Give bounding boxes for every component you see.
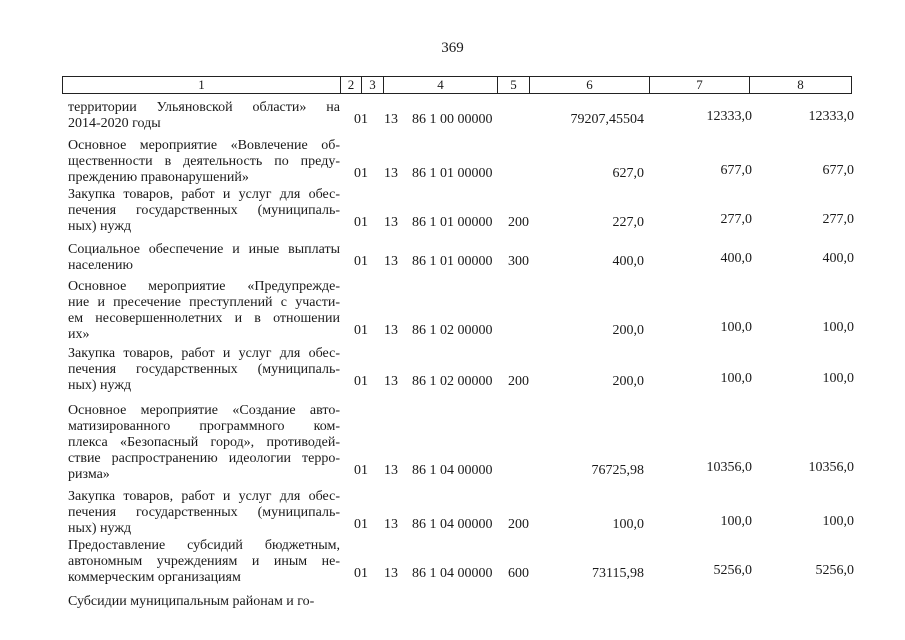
description-line: ных) нужд	[68, 378, 132, 393]
cell-col-7: 100,0	[720, 514, 752, 529]
cell-col-8: 277,0	[822, 212, 854, 227]
description-line: ствие распространению идеологии терро-	[68, 451, 340, 466]
cell-col-5: 300	[508, 254, 529, 269]
description-line: Социальное обеспечение и иные выплаты	[68, 242, 340, 257]
row-description	[68, 538, 340, 586]
cell-col-2: 01	[354, 374, 368, 389]
cell-col-3: 13	[384, 166, 398, 181]
cell-col-5: 200	[508, 374, 529, 389]
description-line: Предоставление субсидий бюджетным,	[68, 538, 340, 553]
cell-col-6: 400,0	[612, 254, 644, 269]
cell-col-7: 5256,0	[713, 563, 752, 578]
cell-col-4: 86 1 02 00000	[412, 323, 493, 338]
description-line: печения государственных (муниципаль-	[68, 505, 340, 520]
cell-col-6: 227,0	[612, 215, 644, 230]
description-line: печения государственных (муниципаль-	[68, 362, 340, 377]
cell-col-2: 01	[354, 112, 368, 127]
cell-col-3: 13	[384, 215, 398, 230]
description-line: Закупка товаров, работ и услуг для обес-	[68, 489, 340, 504]
cell-col-8: 100,0	[822, 320, 854, 335]
header-col-1: 1	[63, 77, 341, 93]
cell-col-6: 627,0	[612, 166, 644, 181]
cell-col-2: 01	[354, 463, 368, 478]
description-line: Субсидии муниципальным районам и го-	[68, 594, 315, 609]
row-description	[68, 187, 340, 235]
cell-col-4: 86 1 00 00000	[412, 112, 493, 127]
cell-col-5: 200	[508, 517, 529, 532]
description-line: Закупка товаров, работ и услуг для обес-	[68, 346, 340, 361]
description-line: Закупка товаров, работ и услуг для обес-	[68, 187, 340, 202]
description-line: автономным учреждениям и иным не-	[68, 554, 340, 569]
cell-col-6: 73115,98	[592, 566, 644, 581]
cell-col-8: 10356,0	[808, 460, 854, 475]
cell-col-3: 13	[384, 463, 398, 478]
description-line: населению	[68, 258, 133, 273]
cell-col-2: 01	[354, 517, 368, 532]
header-col-2: 2	[341, 77, 362, 93]
row-description	[68, 242, 340, 274]
cell-col-8: 100,0	[822, 514, 854, 529]
description-line: ем несовершеннолетних и в отношении	[68, 311, 340, 326]
description-line: Основное мероприятие «Вовлечение об-	[68, 138, 340, 153]
cell-col-6: 79207,45504	[570, 112, 644, 127]
description-line: 2014-2020 годы	[68, 116, 161, 131]
cell-col-7: 277,0	[720, 212, 752, 227]
row-description	[68, 279, 340, 343]
cell-col-2: 01	[354, 566, 368, 581]
row-description	[68, 403, 340, 483]
description-line: плекса «Безопасный город», противодей-	[68, 435, 340, 450]
description-line: щественности в деятельность по преду-	[68, 154, 340, 169]
cell-col-6: 200,0	[612, 323, 644, 338]
description-line: печения государственных (муниципаль-	[68, 203, 340, 218]
cell-col-7: 400,0	[720, 251, 752, 266]
cell-col-7: 12333,0	[706, 109, 752, 124]
header-col-4: 4	[384, 77, 498, 93]
row-description	[68, 138, 340, 186]
cell-col-8: 677,0	[822, 163, 854, 178]
description-line: ние и пресечение преступлений с участи-	[68, 295, 340, 310]
cell-col-8: 400,0	[822, 251, 854, 266]
description-line: ных) нужд	[68, 521, 132, 536]
page-number: 369	[441, 40, 464, 56]
header-col-3: 3	[362, 77, 384, 93]
description-line: ризма»	[68, 467, 110, 482]
cell-col-6: 76725,98	[591, 463, 644, 478]
cell-col-3: 13	[384, 323, 398, 338]
cell-col-2: 01	[354, 166, 368, 181]
header-col-5: 5	[498, 77, 530, 93]
cell-col-8: 5256,0	[815, 563, 854, 578]
header-col-6: 6	[530, 77, 650, 93]
cell-col-4: 86 1 04 00000	[412, 566, 493, 581]
cell-col-7: 100,0	[720, 320, 752, 335]
cell-col-4: 86 1 01 00000	[412, 215, 493, 230]
description-line: Основное мероприятие «Создание авто-	[68, 403, 340, 418]
cell-col-6: 100,0	[612, 517, 644, 532]
header-col-7: 7	[650, 77, 750, 93]
cell-col-4: 86 1 01 00000	[412, 254, 493, 269]
cell-col-4: 86 1 02 00000	[412, 374, 493, 389]
cell-col-2: 01	[354, 254, 368, 269]
description-line: коммерческим организациям	[68, 570, 241, 585]
cell-col-2: 01	[354, 323, 368, 338]
cell-col-4: 86 1 04 00000	[412, 517, 493, 532]
cell-col-3: 13	[384, 112, 398, 127]
header-col-8: 8	[797, 77, 804, 92]
row-description	[68, 100, 340, 132]
cell-col-2: 01	[354, 215, 368, 230]
description-line: ных) нужд	[68, 219, 132, 234]
cell-col-7: 100,0	[720, 371, 752, 386]
cell-col-3: 13	[384, 566, 398, 581]
description-line: Основное мероприятие «Предупрежде-	[68, 279, 340, 294]
description-line: территории Ульяновской области» на	[68, 100, 340, 115]
description-line: матизированного программного ком-	[68, 419, 340, 434]
table-header-row	[62, 76, 852, 94]
cell-col-7: 677,0	[720, 163, 752, 178]
cell-col-6: 200,0	[612, 374, 644, 389]
cell-col-3: 13	[384, 374, 398, 389]
cell-col-8: 12333,0	[808, 109, 854, 124]
cell-col-4: 86 1 01 00000	[412, 166, 493, 181]
cell-col-4: 86 1 04 00000	[412, 463, 493, 478]
description-line: их»	[68, 327, 90, 342]
cell-col-3: 13	[384, 517, 398, 532]
cell-col-7: 10356,0	[706, 460, 752, 475]
cell-col-5: 200	[508, 215, 529, 230]
row-description	[68, 346, 340, 394]
cell-col-5: 600	[508, 566, 529, 581]
cell-col-8: 100,0	[822, 371, 854, 386]
description-line: преждению правонарушений»	[68, 170, 249, 185]
row-description	[68, 489, 340, 537]
cell-col-3: 13	[384, 254, 398, 269]
row-description	[68, 594, 340, 610]
